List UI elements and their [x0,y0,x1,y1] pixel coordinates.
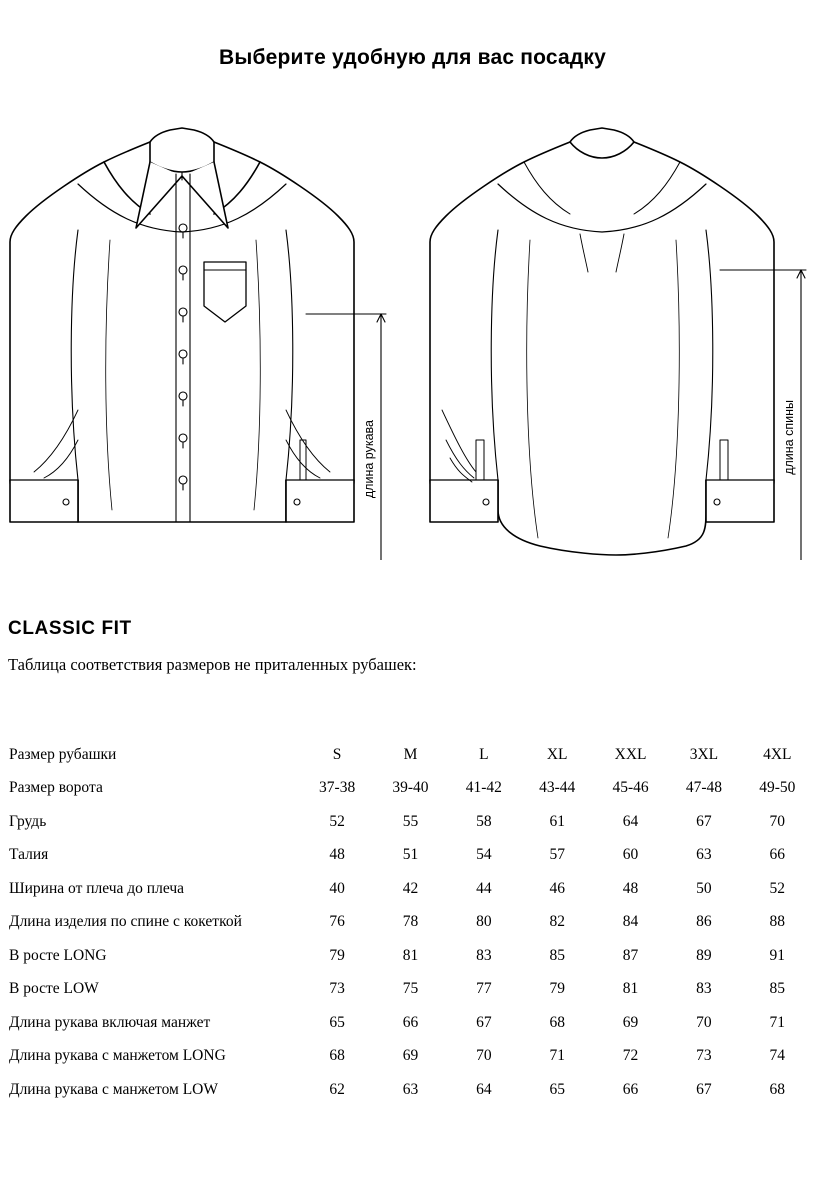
row-cell: 54 [476,846,492,864]
row-cell: 57 [549,846,565,864]
row-cell: 44 [476,879,492,897]
row-cell: 68 [549,1013,565,1031]
table-row [8,805,814,839]
row-cell: 67 [696,812,712,830]
size-table-body [8,738,814,1107]
row-cell: 66 [622,1080,639,1098]
row-label: Ширина от плеча до плеча [9,879,185,897]
table-row [8,906,814,940]
row-cell: 62 [329,1080,345,1098]
table-col-3xl: 3XL [689,745,719,763]
row-cell: 58 [476,812,492,830]
back-length-label: длина спины [782,400,796,475]
row-cell: 40 [329,879,345,897]
row-cell: 37-38 [319,779,356,797]
row-cell: 86 [696,913,712,931]
row-cell: 85 [549,946,565,964]
row-cell: 87 [622,946,639,964]
table-row [8,1006,814,1040]
table-header-label: Размер рубашки [9,745,117,763]
table-row [8,939,814,973]
row-cell: 77 [476,980,492,998]
size-table [8,738,814,1107]
row-cell: 66 [402,1013,419,1031]
row-cell: 73 [329,980,345,998]
page-title: Выберите удобную для вас посадку [218,46,607,69]
row-cell: 65 [549,1080,565,1098]
row-cell: 52 [769,879,786,897]
table-row [8,839,814,873]
row-cell: 81 [402,946,419,964]
row-cell: 84 [622,913,639,931]
row-cell: 78 [402,913,419,931]
row-cell: 68 [329,1047,345,1065]
table-col-xxl: XXL [614,745,647,763]
table-header-row [8,738,814,772]
sleeve-length-label: длина рукава [362,420,376,499]
row-cell: 46 [549,879,565,897]
row-cell: 79 [549,980,565,998]
row-cell: 41-42 [465,779,502,797]
row-cell: 48 [622,879,639,897]
table-row [8,1073,814,1107]
row-cell: 52 [329,812,345,830]
row-cell: 91 [769,946,786,964]
row-cell: 85 [769,980,786,998]
row-cell: 67 [476,1013,492,1031]
row-cell: 69 [402,1047,419,1065]
row-cell: 63 [402,1080,419,1098]
row-label: В росте LOW [9,980,99,998]
shirt-illustrations [0,110,825,560]
row-cell: 76 [329,913,345,931]
row-cell: 68 [769,1080,786,1098]
row-cell: 73 [696,1047,712,1065]
row-cell: 47-48 [685,779,722,797]
row-cell: 70 [769,812,786,830]
row-cell: 79 [329,946,345,964]
row-cell: 49-50 [759,779,796,797]
row-cell: 63 [696,846,712,864]
row-cell: 67 [696,1080,712,1098]
row-cell: 64 [476,1080,492,1098]
table-row [8,772,814,806]
fit-subtitle: Таблица соответствия размеров не приталенных рубашек: [8,655,417,674]
row-cell: 80 [476,913,492,931]
row-cell: 71 [769,1013,786,1031]
row-cell: 43-44 [539,779,576,797]
fit-name: CLASSIC FIT [8,618,132,639]
shirt-front-icon [10,128,354,522]
row-cell: 82 [549,913,565,931]
row-cell: 89 [696,946,712,964]
row-label: В росте LONG [9,946,107,964]
row-cell: 39-40 [392,779,429,797]
row-cell: 61 [549,812,565,830]
table-col-m: M [403,745,418,763]
row-cell: 75 [402,980,419,998]
table-row [8,1040,814,1074]
shirt-back-icon [430,128,774,555]
row-cell: 70 [476,1047,492,1065]
table-row [8,973,814,1007]
row-cell: 42 [402,879,419,897]
table-row [8,872,814,906]
row-cell: 69 [622,1013,639,1031]
row-cell: 55 [402,812,419,830]
row-label: Размер ворота [9,779,103,797]
table-col-s: S [332,745,342,763]
row-label: Длина рукава с манжетом LONG [9,1047,226,1065]
row-cell: 66 [769,846,786,864]
row-label: Длина изделия по спине с кокеткой [9,913,242,931]
row-label: Талия [9,846,49,864]
row-cell: 60 [622,846,639,864]
row-cell: 65 [329,1013,345,1031]
row-cell: 72 [622,1047,639,1065]
row-cell: 51 [402,846,419,864]
row-cell: 74 [769,1047,786,1065]
table-col-l: L [479,745,489,763]
row-cell: 83 [696,980,712,998]
row-label: Грудь [9,812,47,830]
row-cell: 71 [549,1047,565,1065]
table-col-xl: XL [546,745,568,763]
row-cell: 88 [769,913,786,931]
row-cell: 50 [696,879,712,897]
shirt-technical-drawings [0,110,825,560]
row-label: Длина рукава с манжетом LOW [9,1080,219,1098]
row-cell: 48 [329,846,345,864]
row-cell: 83 [476,946,492,964]
row-cell: 81 [622,980,639,998]
row-cell: 70 [696,1013,712,1031]
row-cell: 64 [622,812,639,830]
row-label: Длина рукава включая манжет [9,1013,211,1031]
row-cell: 45-46 [612,779,649,797]
table-col-4xl: 4XL [763,745,792,763]
